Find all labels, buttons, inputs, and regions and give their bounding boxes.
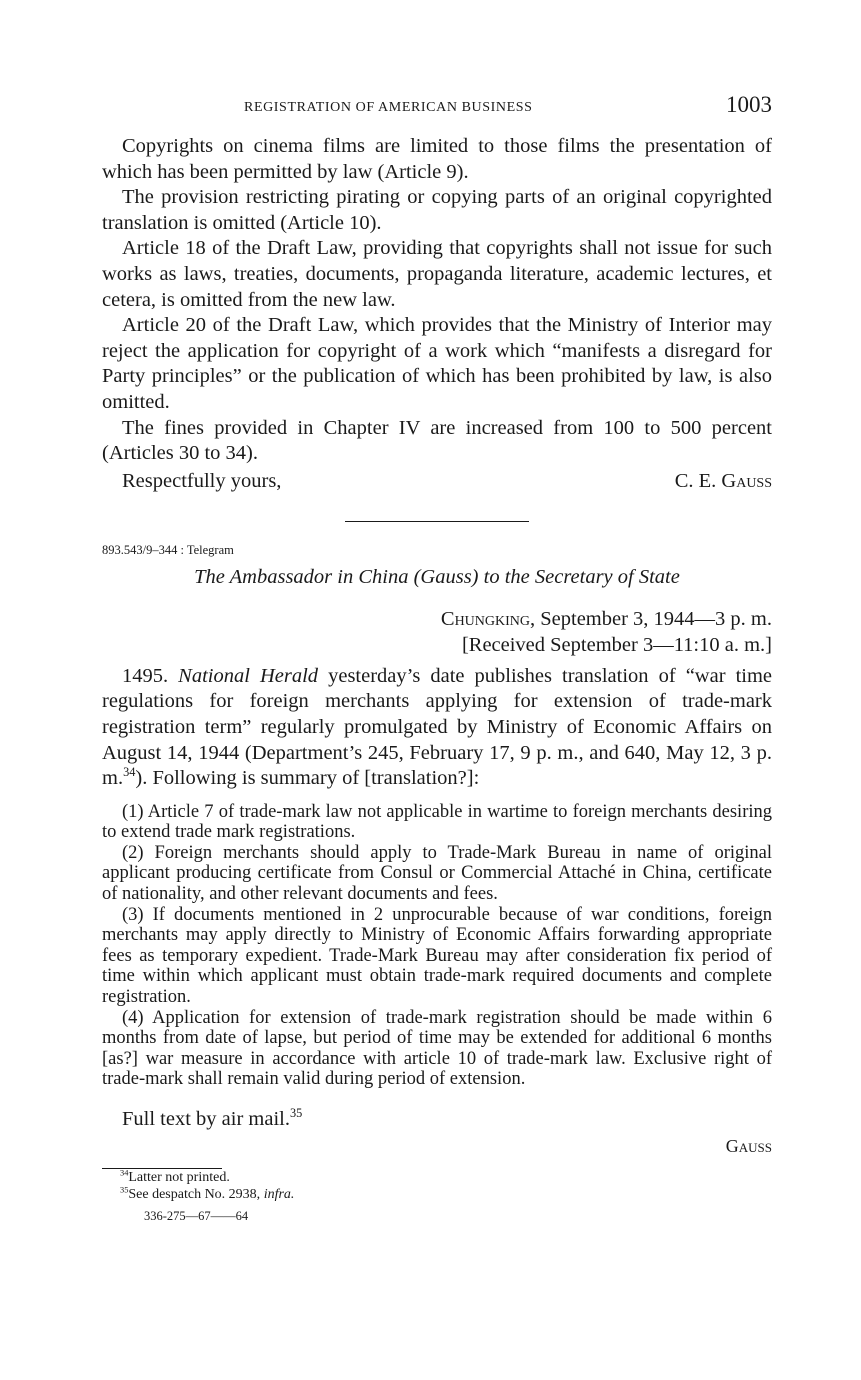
section-divider	[345, 521, 529, 522]
summary-item: (2) Foreign merchants should apply to Trade-Mark Bureau in name of original applicant producing certificate from Consul or Commercial Attaché in China, certificate of nationality, and other relevant documents and fees.	[102, 842, 772, 905]
footnote-mark: 34	[120, 1168, 129, 1178]
footnote	[102, 1186, 772, 1203]
intro-text: yesterday’s date publishes translation of “war time regulations for foreign merchants applying for extension of trade-mark registration term” regularly promulgated by Ministry of Economic Affairs on August 14, 1944 (Department’s 245, February 17, 9 p. m., and 640, May 12, 3 p. m.	[102, 664, 773, 790]
summary-item: (1) Article 7 of trade-mark law not applicable in wartime to foreign merchants desiring to extend trade mark registrations.	[102, 801, 772, 843]
intro-tail: ). Following is summary of [translation?]:	[135, 767, 480, 790]
document-page	[102, 88, 772, 1224]
footnote	[102, 1169, 772, 1186]
full-text-label: Full text by air mail.	[122, 1108, 290, 1130]
telegram-title: The Ambassador in China (Gauss) to the Secretary of State	[194, 565, 680, 588]
letter-signature: C. E. Gauss	[674, 469, 772, 492]
paragraph: Article 20 of the Draft Law, which provides that the Ministry of Interior may reject the application for copyright of a work which “manifests a disregard for Party principles” or the publication of which has been prohibited by law, is also omitted.	[102, 314, 772, 413]
footnote-text: Latter not printed.	[128, 1170, 230, 1185]
newspaper-name: National Herald	[178, 664, 319, 687]
dateline	[102, 606, 772, 632]
paragraph: The provision restricting pirating or copying parts of an original copyrighted translation is omitted (Article 10).	[102, 186, 772, 234]
footnote-text: See despatch No. 2938,	[128, 1187, 264, 1202]
running-title: REGISTRATION OF AMERICAN BUSINESS	[244, 100, 533, 115]
telegram-signature: Gauss	[725, 1136, 772, 1156]
telegram-intro	[102, 664, 772, 792]
dateline-place: Chungking,	[440, 607, 536, 630]
footnote-mark: 35	[120, 1185, 129, 1195]
summary-list	[102, 802, 772, 1090]
letter-closing	[102, 469, 772, 495]
full-text-note	[122, 1108, 302, 1131]
dateline-date: September 3, 1944—3 p. m.	[540, 607, 772, 630]
footnote-ref: 35	[289, 1106, 303, 1121]
letter-body	[102, 134, 772, 467]
summary-item: (4) Application for extension of trade-mark registration should be made within 6 months from date of lapse, but period of time may be extended for additional 6 months [as?] war measure in accordance with article 10 of trade-mark law. Exclusive right of trade-mark shall remain valid during period of extension.	[102, 1007, 772, 1090]
file-reference: 893.543/9–344 : Telegram	[102, 542, 234, 557]
paragraph: Article 18 of the Draft Law, providing that copyrights shall not issue for such works as laws, treaties, documents, propaganda literature, academic lectures, et cetera, is omitted from the new law.	[102, 237, 772, 311]
summary-item: (3) If documents mentioned in 2 unprocurable because of war conditions, foreign merchants may apply directly to Ministry of Economic Affairs forwarding appropriate fees as temporary expedient. Trade-Mark Bureau may after consideration fix period of time within which applicant must obtain trade-mark required documents and complete registration.	[102, 904, 772, 1008]
paragraph: The fines provided in Chapter IV are increased from 100 to 500 percent (Articles 30 to 34).	[102, 416, 772, 465]
footnote-italic: infra.	[263, 1187, 295, 1202]
page-header	[102, 88, 772, 120]
telegram-closing	[102, 1108, 772, 1160]
footnote-ref: 34	[123, 765, 136, 780]
page-number: 1003	[726, 92, 772, 117]
printing-code: 336-275—67——64	[144, 1209, 249, 1223]
received-line: [Received September 3—11:10 a. m.]	[461, 633, 772, 656]
paragraph: Copyrights on cinema films are limited to those films the presentation of which has been permitted by law (Article 9).	[102, 135, 772, 183]
telegram-number: 1495.	[122, 664, 169, 687]
closing-salutation: Respectfully yours,	[122, 469, 282, 492]
